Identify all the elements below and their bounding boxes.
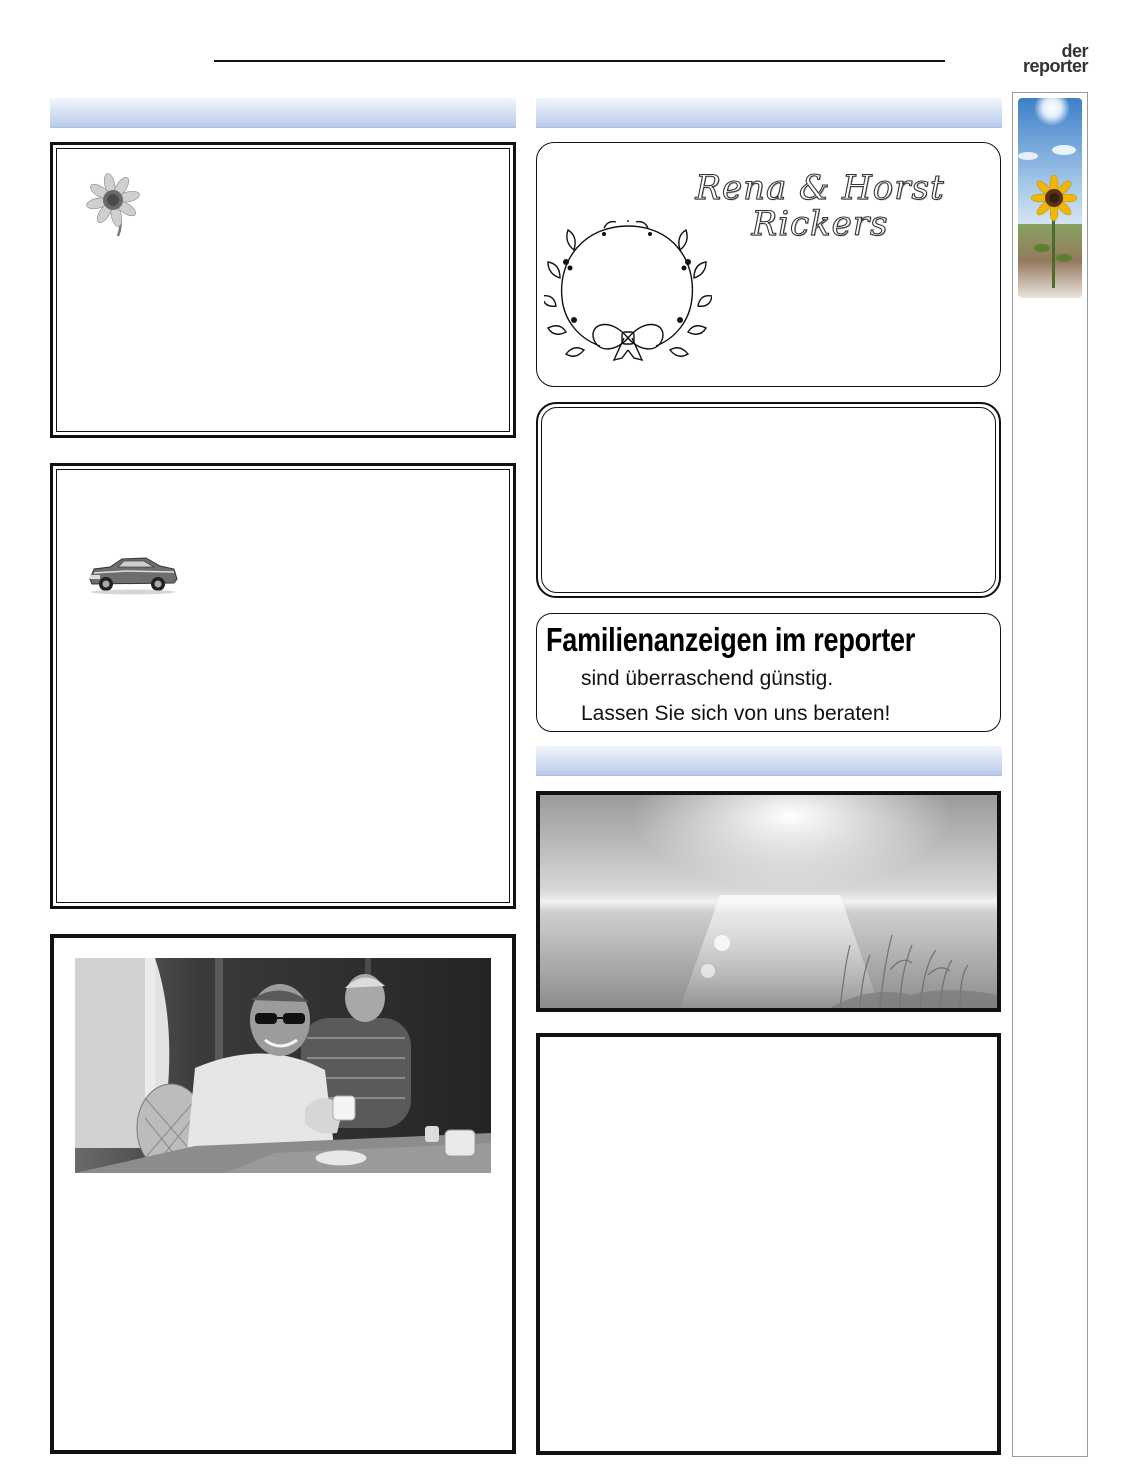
notice-box-bottom-right [536,1033,1001,1455]
sunflower-icon [80,170,146,238]
masthead-line-der: der [1061,41,1088,61]
section-bar-left [50,98,516,128]
wreath-icon [544,220,712,362]
sidebar-sunflower-image [1018,98,1082,298]
header-rule [214,60,945,62]
names-card-line1: Rena & Horst [695,168,945,208]
ad-title: Familienanzeigen im reporter [546,621,916,658]
masthead-logo [1008,41,1094,84]
section-bar-right-middle [536,746,1002,776]
photo-two-men-coffee [75,958,491,1173]
ad-line-1: sind überraschend günstig. [581,667,834,690]
names-card-line2: Rickers [751,204,889,244]
notice-box-rounded-inner [541,407,996,593]
masthead-line-reporter: reporter [1022,56,1088,76]
notice-box-rounded [536,402,1001,598]
section-bar-right-top [536,98,1002,128]
ad-line-2: Lassen Sie sich von uns beraten! [581,702,891,725]
photo-sea-sunlight [540,795,997,1008]
notice-box-car [50,463,516,909]
notice-box-inner-border [56,469,510,903]
car-icon [86,553,180,595]
